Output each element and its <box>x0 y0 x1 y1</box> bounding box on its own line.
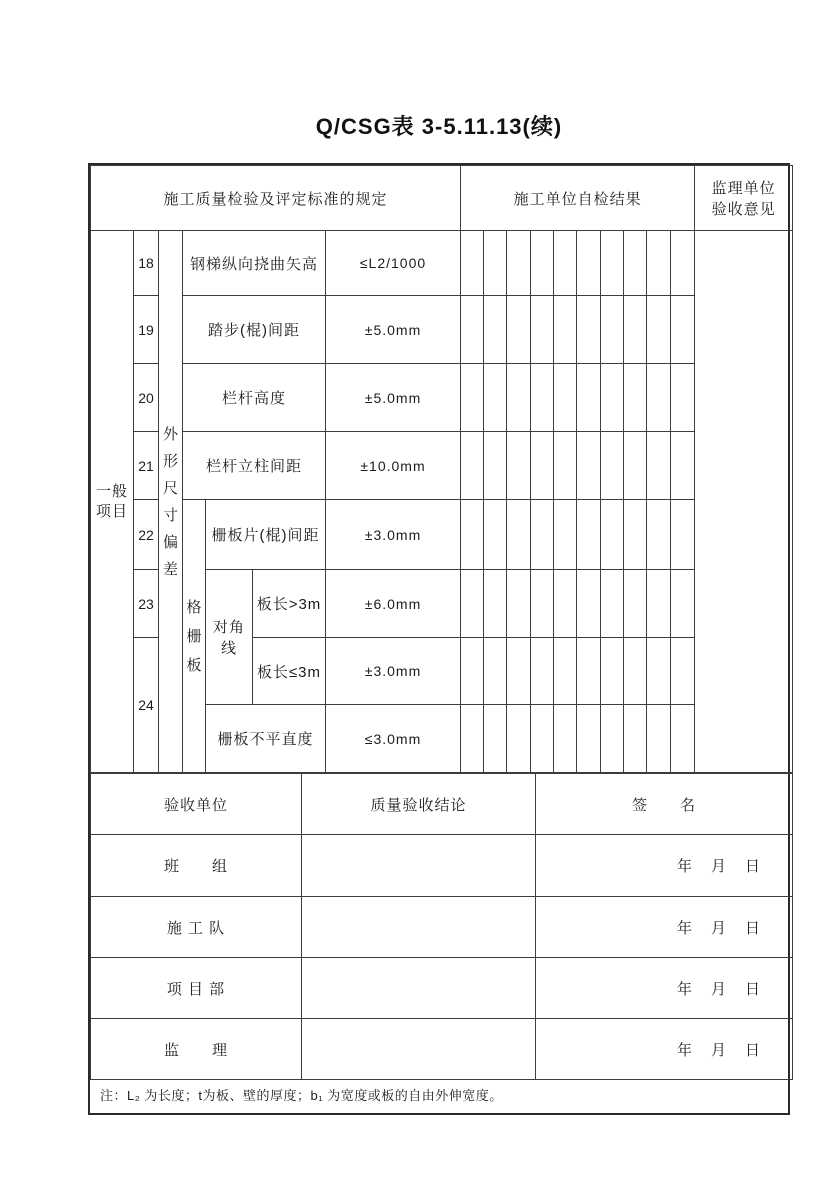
check-cell[interactable] <box>671 432 695 500</box>
check-cell[interactable] <box>577 705 601 773</box>
check-cell[interactable] <box>554 500 577 570</box>
category-cell: 一般项目 <box>91 231 134 773</box>
check-cell[interactable] <box>507 705 531 773</box>
check-cell[interactable] <box>484 296 507 364</box>
check-cell[interactable] <box>507 364 531 432</box>
item-tolerance: ≤3.0mm <box>326 705 461 773</box>
grid-group-cell: 格栅板 <box>183 500 206 773</box>
item-tolerance: ±3.0mm <box>326 638 461 705</box>
check-cell[interactable] <box>507 500 531 570</box>
form-table-container <box>88 163 790 1115</box>
header-standard: 施工质量检验及评定标准的规定 <box>91 166 461 231</box>
supervisor-opinion-cell[interactable] <box>695 231 793 773</box>
check-cell[interactable] <box>647 432 671 500</box>
check-cell[interactable] <box>484 231 507 296</box>
check-cell[interactable] <box>554 364 577 432</box>
item-tolerance: ±10.0mm <box>326 432 461 500</box>
check-cell[interactable] <box>554 432 577 500</box>
item-name: 栏杆高度 <box>183 364 326 432</box>
check-cell[interactable] <box>647 570 671 638</box>
check-cell[interactable] <box>647 231 671 296</box>
check-cell[interactable] <box>554 570 577 638</box>
check-cell[interactable] <box>531 432 554 500</box>
check-cell[interactable] <box>461 231 484 296</box>
check-cell[interactable] <box>461 705 484 773</box>
check-cell[interactable] <box>461 296 484 364</box>
acceptance-header-signature: 签 名 <box>536 774 793 835</box>
unit-label-project-dept: 项 目 部 <box>91 958 302 1019</box>
check-cell[interactable] <box>671 570 695 638</box>
acceptance-row <box>91 835 793 897</box>
table-row <box>91 364 793 432</box>
check-cell[interactable] <box>601 364 624 432</box>
check-cell[interactable] <box>671 296 695 364</box>
check-cell[interactable] <box>671 638 695 705</box>
check-cell[interactable] <box>671 705 695 773</box>
acceptance-header-unit: 验收单位 <box>91 774 302 835</box>
table-row <box>91 296 793 364</box>
check-cell[interactable] <box>647 638 671 705</box>
row-number: 24 <box>134 638 159 773</box>
table-row <box>91 432 793 500</box>
signature-date-cell[interactable] <box>536 1019 793 1080</box>
date-placeholder: 年 月 日 <box>676 1041 762 1059</box>
check-cell[interactable] <box>484 500 507 570</box>
table-header-row <box>91 166 793 231</box>
check-cell[interactable] <box>624 231 647 296</box>
check-cell[interactable] <box>577 432 601 500</box>
check-cell[interactable] <box>531 500 554 570</box>
header-supervisor-line2: 验收意见 <box>711 201 776 218</box>
conclusion-cell[interactable] <box>302 835 536 897</box>
check-cell[interactable] <box>601 432 624 500</box>
table-row <box>91 231 793 296</box>
check-cell[interactable] <box>647 296 671 364</box>
acceptance-header-conclusion: 质量验收结论 <box>302 774 536 835</box>
check-cell[interactable] <box>577 231 601 296</box>
item-name: 栏杆立柱间距 <box>183 432 326 500</box>
check-cell[interactable] <box>531 364 554 432</box>
row-number: 21 <box>134 432 159 500</box>
inspection-table <box>90 165 793 773</box>
check-cell[interactable] <box>601 638 624 705</box>
check-cell[interactable] <box>461 500 484 570</box>
check-cell[interactable] <box>461 570 484 638</box>
check-cell[interactable] <box>554 705 577 773</box>
check-cell[interactable] <box>507 638 531 705</box>
check-cell[interactable] <box>624 570 647 638</box>
check-cell[interactable] <box>507 296 531 364</box>
diagonal-group-cell: 对角线 <box>206 570 253 705</box>
check-cell[interactable] <box>577 570 601 638</box>
item-tolerance: ±6.0mm <box>326 570 461 638</box>
check-cell[interactable] <box>507 570 531 638</box>
check-cell[interactable] <box>554 638 577 705</box>
check-cell[interactable] <box>671 364 695 432</box>
footnote: 注：L₂ 为长度；t为板、壁的厚度；b₁ 为宽度或板的自由外伸宽度。 <box>100 1088 503 1103</box>
check-cell[interactable] <box>484 364 507 432</box>
signature-date-cell[interactable] <box>536 897 793 958</box>
header-self-check: 施工单位自检结果 <box>461 166 695 231</box>
check-cell[interactable] <box>624 500 647 570</box>
check-cell[interactable] <box>484 570 507 638</box>
check-cell[interactable] <box>647 500 671 570</box>
date-placeholder: 年 月 日 <box>676 858 762 875</box>
check-cell[interactable] <box>484 638 507 705</box>
check-cell[interactable] <box>601 500 624 570</box>
item-name: 栅板不平直度 <box>206 705 326 773</box>
row-number: 19 <box>134 296 159 364</box>
check-cell[interactable] <box>624 364 647 432</box>
item-name: 栅板片(棍)间距 <box>206 500 326 570</box>
item-tolerance: ±3.0mm <box>326 500 461 570</box>
check-cell[interactable] <box>624 296 647 364</box>
check-cell[interactable] <box>577 364 601 432</box>
conclusion-cell[interactable] <box>302 897 536 958</box>
date-placeholder: 年 月 日 <box>676 980 762 998</box>
dimension-group-cell: 外形尺寸偏差 <box>159 231 183 773</box>
check-cell[interactable] <box>647 364 671 432</box>
check-cell[interactable] <box>461 638 484 705</box>
table-row <box>91 500 793 570</box>
check-cell[interactable] <box>577 296 601 364</box>
row-number: 23 <box>134 570 159 638</box>
check-cell[interactable] <box>461 364 484 432</box>
acceptance-row <box>91 1019 793 1080</box>
acceptance-header-row <box>91 774 793 835</box>
check-cell[interactable] <box>624 638 647 705</box>
signature-date-cell[interactable] <box>536 958 793 1019</box>
check-cell[interactable] <box>671 500 695 570</box>
check-cell[interactable] <box>531 638 554 705</box>
check-cell[interactable] <box>507 231 531 296</box>
conclusion-cell[interactable] <box>302 1019 536 1080</box>
header-supervisor <box>695 166 793 231</box>
page-title: Q/CSG表 3-5.11.13(续) <box>315 114 563 139</box>
signature-date-cell[interactable] <box>536 835 793 897</box>
acceptance-table <box>90 773 793 1080</box>
check-cell[interactable] <box>507 432 531 500</box>
check-cell[interactable] <box>671 231 695 296</box>
conclusion-cell[interactable] <box>302 958 536 1019</box>
check-cell[interactable] <box>531 705 554 773</box>
item-name: 踏步(棍)间距 <box>183 296 326 364</box>
acceptance-row <box>91 897 793 958</box>
item-tolerance: ≤L2/1000 <box>326 231 461 296</box>
date-placeholder: 年 月 日 <box>676 919 762 937</box>
check-cell[interactable] <box>461 432 484 500</box>
check-cell[interactable] <box>554 231 577 296</box>
check-cell[interactable] <box>484 705 507 773</box>
check-cell[interactable] <box>531 570 554 638</box>
check-cell[interactable] <box>577 638 601 705</box>
header-supervisor-line1: 监理单位 <box>711 180 776 197</box>
check-cell[interactable] <box>484 432 507 500</box>
check-cell[interactable] <box>601 296 624 364</box>
row-number: 22 <box>134 500 159 570</box>
acceptance-row <box>91 958 793 1019</box>
check-cell[interactable] <box>624 432 647 500</box>
check-cell[interactable] <box>554 296 577 364</box>
item-tolerance: ±5.0mm <box>326 364 461 432</box>
check-cell[interactable] <box>624 705 647 773</box>
check-cell[interactable] <box>531 231 554 296</box>
item-tolerance: ±5.0mm <box>326 296 461 364</box>
check-cell[interactable] <box>647 705 671 773</box>
item-name: 板长>3m <box>253 570 326 638</box>
unit-label-team: 班 组 <box>91 835 302 897</box>
item-name: 板长≤3m <box>253 638 326 705</box>
check-cell[interactable] <box>601 705 624 773</box>
unit-label-crew: 施 工 队 <box>91 897 302 958</box>
row-number: 18 <box>134 231 159 296</box>
check-cell[interactable] <box>601 231 624 296</box>
unit-label-supervisor: 监 理 <box>91 1019 302 1080</box>
row-number: 20 <box>134 364 159 432</box>
check-cell[interactable] <box>601 570 624 638</box>
check-cell[interactable] <box>577 500 601 570</box>
check-cell[interactable] <box>531 296 554 364</box>
item-name: 钢梯纵向挠曲矢高 <box>183 231 326 296</box>
